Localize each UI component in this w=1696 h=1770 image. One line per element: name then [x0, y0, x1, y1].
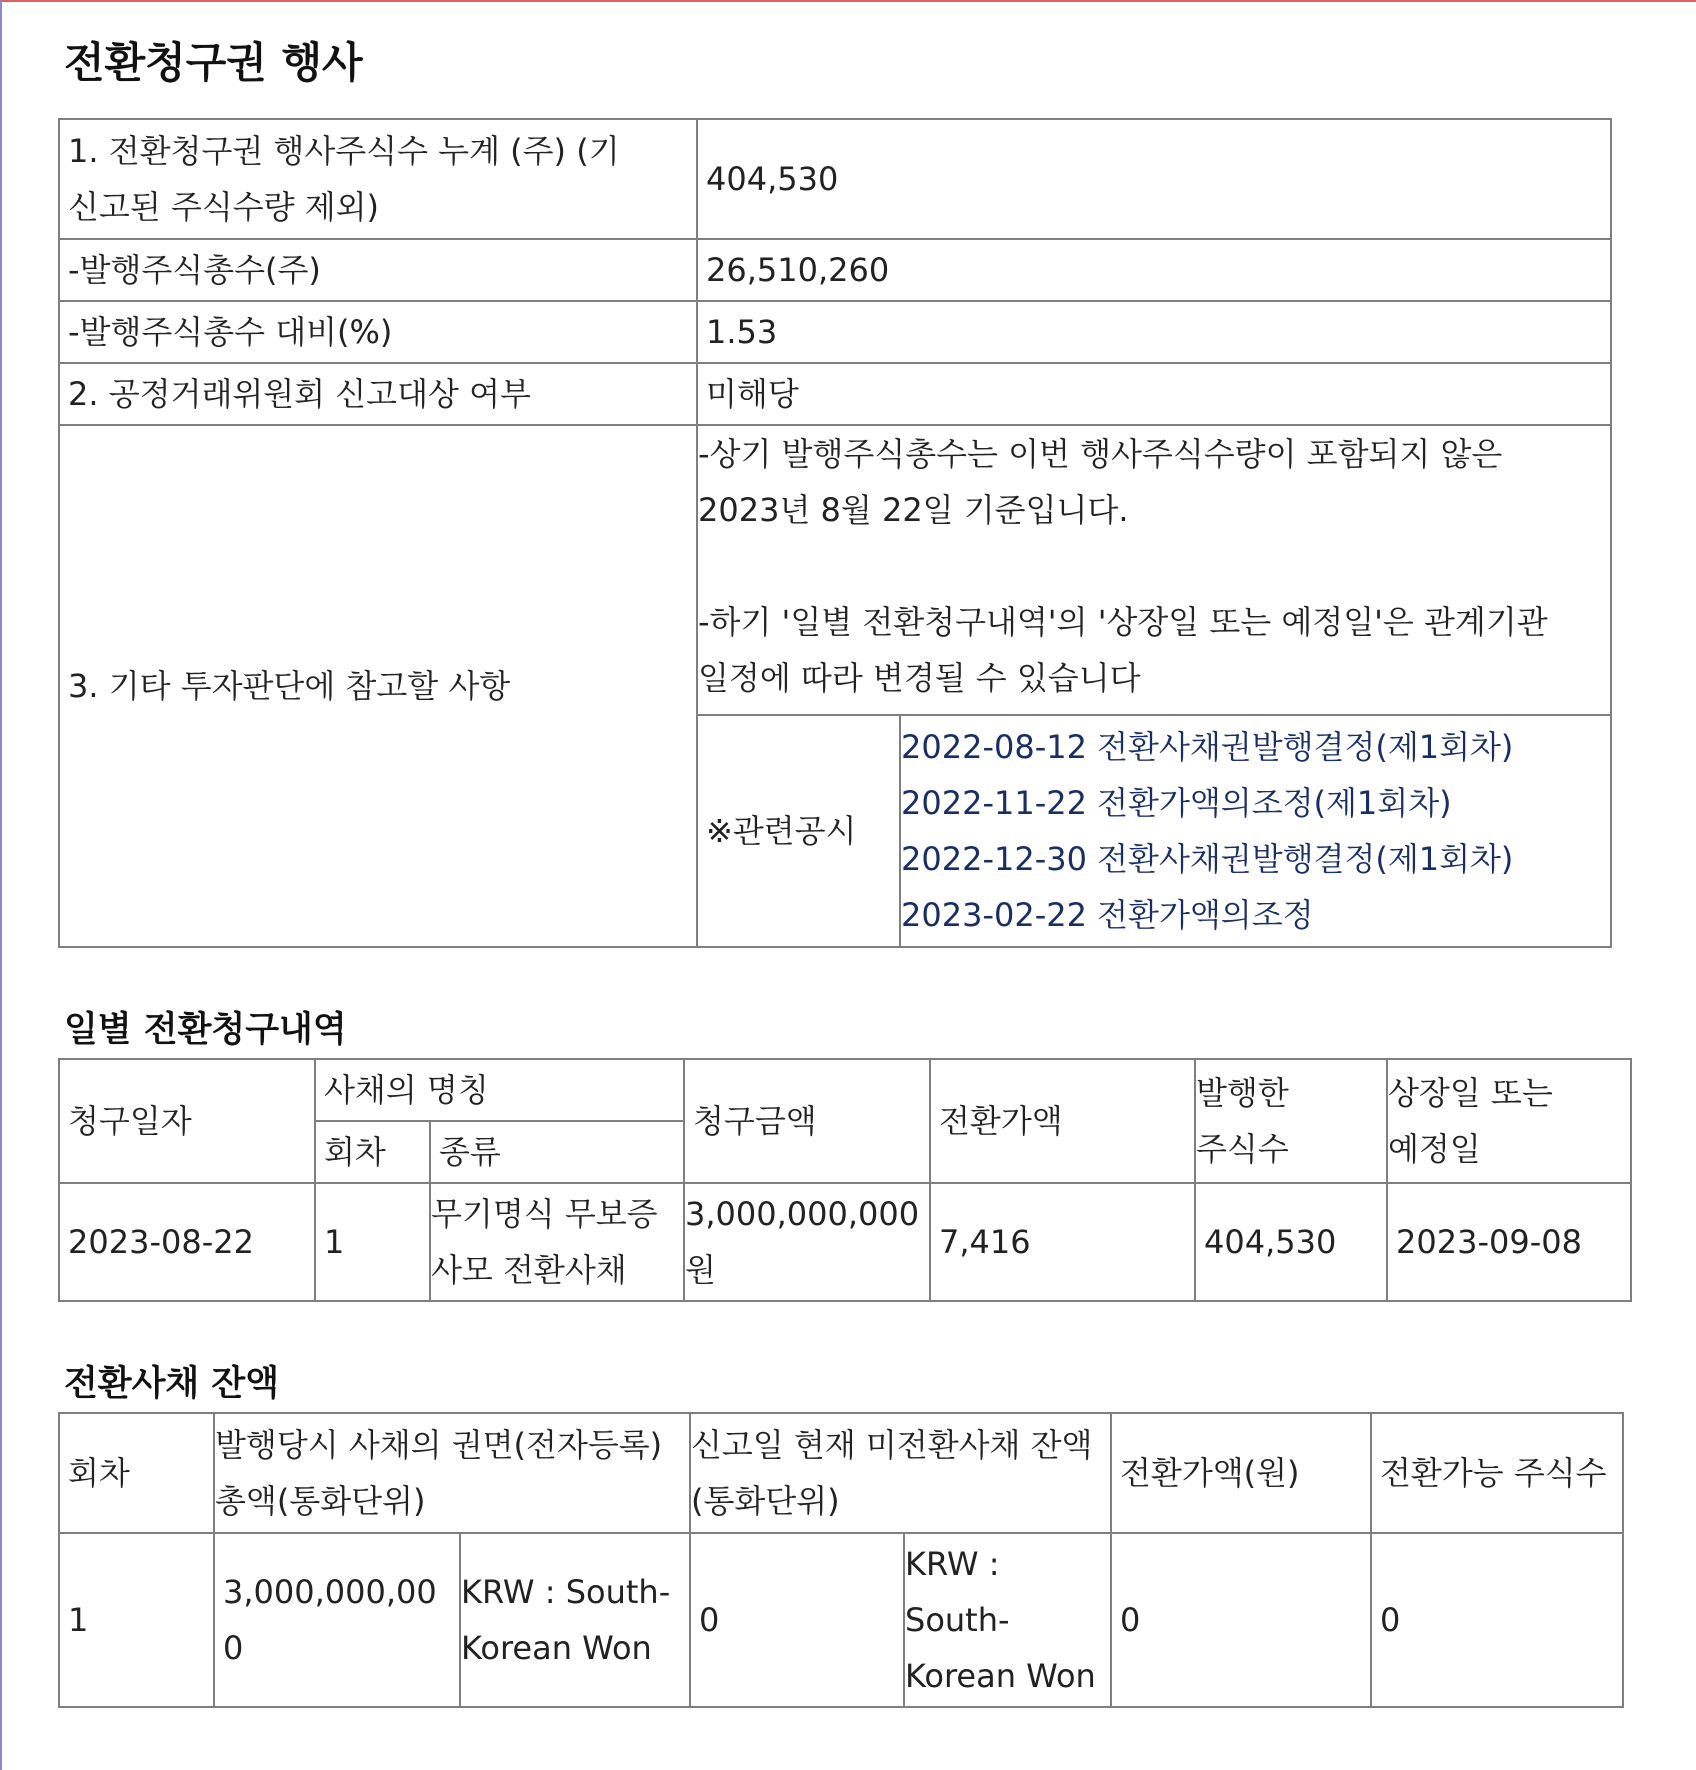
header-kind: 종류: [430, 1121, 684, 1183]
header-conversion-price: 전환가액(원): [1111, 1413, 1371, 1533]
header-convertible-shares: 전환가능 주식수: [1371, 1413, 1623, 1533]
related-link-2022-08-12[interactable]: 2022-08-12 전환사채권발행결정(제1회차): [901, 728, 1514, 766]
conversion-summary-table: [58, 118, 1612, 948]
daily-section-title: 일별 전환청구내역: [64, 1010, 347, 1050]
header-face-amount: 발행당시 사채의 권면(전자등록)총액(통화단위): [214, 1413, 690, 1533]
cell-listing-date: 2023-09-08: [1387, 1183, 1631, 1301]
related-disclosure-links: [900, 715, 1611, 947]
table-row: [59, 119, 1611, 239]
header-claim-amount: 청구금액: [684, 1059, 930, 1183]
cell-convertible-shares: 0: [1371, 1533, 1623, 1707]
balance-section-title: 전환사채 잔액: [64, 1364, 280, 1404]
table-header-row: [59, 1413, 1623, 1533]
table-header-row: [59, 1059, 1631, 1121]
table-row: [59, 301, 1611, 363]
table-row: [59, 363, 1611, 425]
cumulative-shares-label: 1. 전환청구권 행사주식수 누계 (주) (기 신고된 주식수량 제외): [59, 119, 697, 239]
note-spacer: [698, 538, 1602, 594]
header-round: 회차: [315, 1121, 430, 1183]
bond-balance-table: [58, 1412, 1624, 1708]
cell-face-currency: KRW : South-Korean Won: [460, 1533, 690, 1707]
total-shares-label: -발행주식총수(주): [59, 239, 697, 301]
total-shares-value: 26,510,260: [697, 239, 1611, 301]
related-disclosure-label: ※관련공시: [697, 715, 900, 947]
note-listing-date: -하기 '일별 전환청구내역'의 '상장일 또는 예정일'은 관계기관 일정에 따라 변경될 수 있습니다: [698, 603, 1548, 697]
cell-round: 1: [315, 1183, 430, 1301]
table-row: [59, 1183, 1631, 1301]
other-notes-cell: [697, 425, 1611, 715]
cell-remaining-currency: KRW : South-Korean Won: [904, 1533, 1111, 1707]
header-listing-date: 상장일 또는 예정일: [1387, 1059, 1631, 1183]
cell-round: 1: [59, 1533, 214, 1707]
header-issued-shares: 발행한 주식수: [1195, 1059, 1387, 1183]
header-bond-name: 사채의 명칭: [315, 1059, 684, 1121]
related-link-2022-12-30[interactable]: 2022-12-30 전환사채권발행결정(제1회차): [901, 840, 1514, 878]
header-round: 회차: [59, 1413, 214, 1533]
table-row: [59, 1533, 1623, 1707]
note-total-shares-basis: -상기 발행주식총수는 이번 행사주식수량이 포함되지 않은 2023년 8월 22일 기준입니다.: [698, 435, 1503, 529]
header-remaining-balance: 신고일 현재 미전환사채 잔액 (통화단위): [690, 1413, 1111, 1533]
cell-conversion-price: 7,416: [930, 1183, 1195, 1301]
cell-face-amount: 3,000,000,000: [214, 1533, 460, 1707]
cell-issued-shares: 404,530: [1195, 1183, 1387, 1301]
cell-claim-amount: 3,000,000,000원: [684, 1183, 930, 1301]
header-conversion-price: 전환가액: [930, 1059, 1195, 1183]
ftc-report-value: 미해당: [697, 363, 1611, 425]
ftc-report-label: 2. 공정거래위원회 신고대상 여부: [59, 363, 697, 425]
cell-kind: 무기명식 무보증 사모 전환사채: [430, 1183, 684, 1301]
page-left-border: [0, 0, 2, 1770]
cell-remaining-amount: 0: [690, 1533, 904, 1707]
header-claim-date: 청구일자: [59, 1059, 315, 1183]
daily-conversion-table: [58, 1058, 1632, 1302]
other-notes-label: 3. 기타 투자판단에 참고할 사항: [59, 425, 697, 947]
related-link-2022-11-22[interactable]: 2022-11-22 전환가액의조정(제1회차): [901, 784, 1452, 822]
ratio-value: 1.53: [697, 301, 1611, 363]
table-row: [59, 425, 1611, 715]
cell-conversion-price: 0: [1111, 1533, 1371, 1707]
page-top-border: [0, 0, 1696, 2]
cumulative-shares-value: 404,530: [697, 119, 1611, 239]
table-row: [59, 239, 1611, 301]
related-link-2023-02-22[interactable]: 2023-02-22 전환가액의조정: [901, 896, 1314, 934]
cell-claim-date: 2023-08-22: [59, 1183, 315, 1301]
ratio-label: -발행주식총수 대비(%): [59, 301, 697, 363]
page-title: 전환청구권 행사: [64, 38, 363, 87]
